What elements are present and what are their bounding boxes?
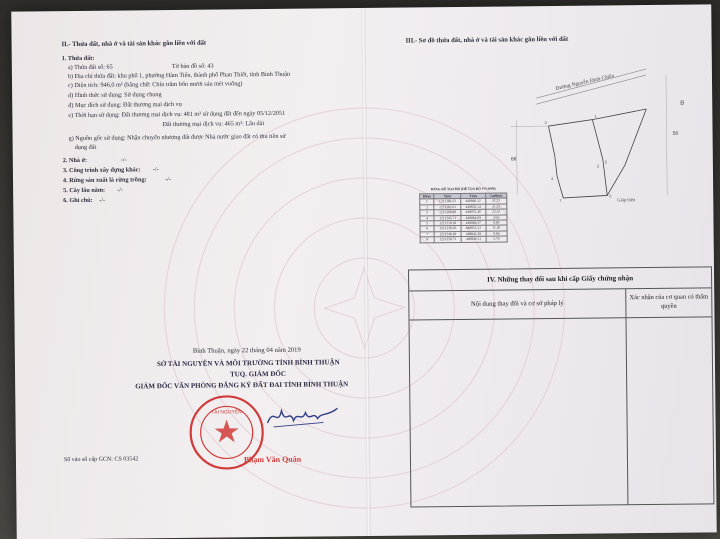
coordinate-table-title: BẢNG KÊ TỌA ĐỘ (HỆ TỌA ĐỘ VN-2000) bbox=[430, 186, 496, 192]
usage-form: d) Hình thức sử dụng: Sử dụng chung bbox=[68, 91, 162, 100]
parcel-address: b) Địa chỉ thửa đất: khu phố 1, phường Hàm Tiến, thành phố Phan Thiết, tỉnh Bình Thuận bbox=[67, 70, 291, 81]
registry-number: Số vào sổ cấp GCN: CS 03542 bbox=[63, 456, 139, 464]
changes-title: IV. Những thay đổi sau khi cấp Giấy chứng nhận bbox=[409, 267, 711, 291]
neighbor-label: Giáp biển bbox=[617, 197, 636, 203]
coord-row bbox=[420, 236, 507, 242]
left-page bbox=[11, 8, 367, 539]
usage-term-2: Đất thương mại dịch vụ: 465 m²: Lâu dài bbox=[162, 120, 265, 129]
coord-header-cell: X(m) bbox=[434, 193, 461, 199]
map-sheet-number: Tờ bản đồ số: 43 bbox=[171, 62, 214, 71]
coord-cell: 2.74 bbox=[486, 236, 507, 242]
coord-cell: 1211246.82 bbox=[434, 231, 461, 237]
perennial-value: -/- bbox=[117, 186, 124, 194]
coord-cell: 3 bbox=[420, 210, 434, 216]
director-title: GIÁM ĐỐC VĂN PHÒNG ĐĂNG KÝ ĐẤT ĐAI TỈNH BÌNH THUẬN bbox=[135, 380, 349, 391]
usage-origin-1: g) Nguồn gốc sử dụng: Nhận chuyển nhượng đất được Nhà nước giao đất có thu tiền sử bbox=[68, 132, 286, 143]
col-change-content: Nội dung thay đổi và cơ sở pháp lý bbox=[409, 289, 626, 319]
usage-origin-2: dụng đất bbox=[74, 143, 97, 152]
coord-cell: 448840.11 bbox=[461, 236, 486, 242]
construction-label: 3. Công trình xây dựng khác: bbox=[62, 166, 141, 175]
parcel-sketch bbox=[496, 55, 698, 217]
coord-cell: 448884.69 bbox=[461, 215, 486, 221]
point-label-4: 4 bbox=[551, 176, 554, 182]
coord-header-cell: Y(m) bbox=[461, 193, 486, 199]
point-label-1: 1 bbox=[594, 113, 597, 119]
coord-cell: 448855.12 bbox=[461, 226, 486, 232]
parcel-number: a) Thửa đất số: 65 bbox=[67, 63, 113, 72]
usage-term-1: e) Thời hạn sử dụng: Đất thương mại dịch vụ: 481 m² sử dụng đất đến ngày 05/12/2051 bbox=[68, 109, 286, 120]
handwritten-signature bbox=[263, 400, 343, 431]
coord-cell: 1211260.22 bbox=[434, 199, 461, 205]
coord-cell: 1211218.18 bbox=[434, 221, 461, 227]
forest-value: -/- bbox=[164, 176, 171, 184]
col-authority-confirmation: Xác nhận của cơ quan có thẩm quyền bbox=[629, 293, 709, 310]
seal-inscription: TÀI NGUYÊN bbox=[211, 409, 242, 416]
point-label-3: 3 bbox=[544, 120, 547, 126]
coord-cell: 8 bbox=[420, 237, 434, 243]
coord-cell: 1211258.71 bbox=[435, 237, 462, 243]
issuing-authority: SỞ TÀI NGUYÊN VÀ MÔI TRƯỜNG TỈNH BÌNH THUẬN bbox=[156, 358, 340, 369]
street-name: Đường Nguyễn Đình Chiểu bbox=[555, 73, 615, 92]
coord-cell: 11.20 bbox=[486, 225, 507, 231]
coord-cell: 1211245.71 bbox=[434, 215, 461, 221]
notes-label: 6. Ghi chú: bbox=[63, 196, 93, 205]
coord-cell: 4 bbox=[420, 215, 434, 221]
coord-cell: 1 bbox=[420, 199, 434, 205]
point-label-2: 2 bbox=[596, 163, 600, 169]
coord-cell: 1211266.89 bbox=[434, 210, 461, 216]
coord-cell: 448855.14 bbox=[461, 204, 486, 210]
column-divider bbox=[625, 317, 628, 504]
issue-date: Bình Thuận, ngày 22 tháng 04 năm 2019 bbox=[192, 346, 301, 355]
coord-header-cell: Điểm bbox=[420, 194, 434, 200]
tuq-director: TUQ. GIÁM ĐỐC bbox=[230, 369, 286, 379]
coord-cell: 21.72 bbox=[485, 198, 506, 204]
coord-cell: 448840.12 bbox=[461, 199, 486, 205]
section-ii-heading: II.- Thửa đất, nhà ở và tài sản khác gắn liền với đất bbox=[61, 39, 207, 49]
coord-cell: 2 bbox=[420, 205, 434, 211]
coord-cell: 448868.37 bbox=[461, 220, 486, 226]
right-page bbox=[365, 4, 717, 536]
house-label: 2. Nhà ở: bbox=[62, 156, 88, 165]
corner-letter-b: B bbox=[680, 100, 685, 107]
coord-cell: 7 bbox=[420, 232, 434, 238]
coord-cell: 448842.28 bbox=[461, 231, 486, 237]
house-value: -/- bbox=[120, 156, 127, 164]
land-certificate-sheet bbox=[11, 4, 716, 539]
usage-purpose: đ) Mục đích sử dụng: Đất thương mại dịch vụ bbox=[68, 100, 182, 110]
point-label-5: 5 bbox=[604, 159, 608, 165]
changes-table bbox=[408, 266, 714, 507]
coord-cell: 24.6 bbox=[485, 215, 506, 221]
section-iii-heading: III.- Sơ đồ thửa đất, nhà ở và tài sản khác gắn liền với đất bbox=[405, 35, 569, 45]
perennial-label: 5. Cây lâu năm: bbox=[63, 186, 106, 195]
coord-cell: 22.52 bbox=[485, 209, 506, 215]
dimension-66: 66 bbox=[510, 156, 517, 163]
coord-cell: 6 bbox=[420, 226, 434, 232]
coord-cell: 21.55 bbox=[485, 204, 506, 210]
coord-cell: 1211228.36 bbox=[434, 226, 461, 232]
forest-label: 4. Rừng sản xuất là rừng trồng: bbox=[62, 176, 147, 185]
notes-value: -/- bbox=[99, 196, 106, 204]
coord-cell: 448872.40 bbox=[461, 209, 486, 215]
signer-name: Phạm Văn Quân bbox=[243, 454, 302, 465]
parcel-outline bbox=[548, 109, 647, 198]
parcel-area: c) Diện tích: 946,0 m² (bằng chữ: Chín trăm bốn mươi sáu mét vuông) bbox=[67, 80, 243, 90]
coord-cell: 9.00 bbox=[486, 220, 507, 226]
construction-value: -/- bbox=[152, 166, 159, 174]
coordinate-table bbox=[419, 192, 508, 243]
coord-header-cell: Cạnh(m) bbox=[485, 193, 506, 199]
coord-cell: 9.84 bbox=[486, 231, 507, 237]
dimension-58: 58 bbox=[672, 130, 679, 137]
coord-cell: 5 bbox=[420, 221, 434, 227]
coord-cell: 1211282.61 bbox=[434, 204, 461, 210]
point-label-6: 6 bbox=[609, 193, 612, 199]
parcel-heading: 1. Thửa đất: bbox=[61, 54, 95, 63]
point-label-7: 7 bbox=[559, 197, 562, 203]
